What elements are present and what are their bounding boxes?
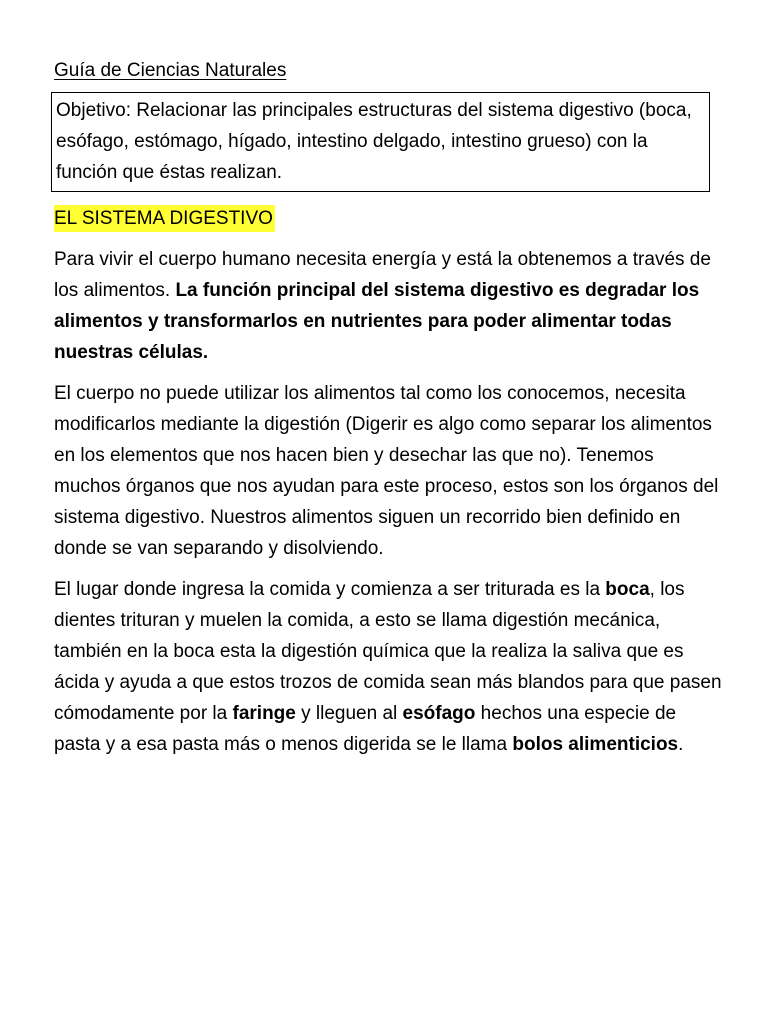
term-faringe: faringe [232,703,296,724]
paragraph-mouth-part4: hechos una especie de pasta y a esa pasta más o menos digerida se le llama [54,703,677,755]
paragraph-mouth-part5: . [678,734,684,755]
document-title: Guía de Ciencias Naturales [54,60,287,81]
paragraph-mouth-part3: y lleguen al [295,703,403,724]
paragraph-mouth-part1: El lugar donde ingresa la comida y comienza a ser triturada es la [54,579,606,600]
paragraph-intro-bold: La función principal del sistema digestivo es degradar los alimentos y transformarlos en nutrientes para poder alimentar todas nuestras células. [54,280,700,363]
term-esofago: esófago [402,703,476,724]
objective-box: Objetivo: Relacionar las principales estructuras del sistema digestivo (boca, esófago, estómago, hígado, intestino delgado, intestino grueso) con la función que éstas realizan. [51,92,710,192]
paragraph-intro [54,244,722,368]
paragraph-mouth-part2: , los dientes trituran y muelen la comida, a esto se llama digestión mecánica, también en la boca esta la digestión química que la realiza la saliva que es ácida y ayuda a que estos trozos de comida sean más blandos para que pasen cómodamente por la [54,579,722,724]
term-boca: boca [605,579,650,600]
paragraph-digestion: El cuerpo no puede utilizar los alimentos tal como los conocemos, necesita modificarlos mediante la digestión (Digerir es algo como separar los alimentos en los elementos que nos hacen bien y desechar las que no). Tenemos muchos órganos que nos ayudan para este proceso, estos son los órganos del sistema digestivo. Nuestros alimentos siguen un recorrido bien definido en donde se van separando y disolviendo. [54,383,719,559]
paragraph-mouth [54,574,722,760]
paragraph-intro-text: Para vivir el cuerpo humano necesita energía y está la obtenemos a través de los alimentos. [54,249,711,301]
section-heading: EL SISTEMA DIGESTIVO [54,205,275,232]
document-page [54,56,722,770]
term-bolos-alimenticios: bolos alimenticios [512,734,679,755]
